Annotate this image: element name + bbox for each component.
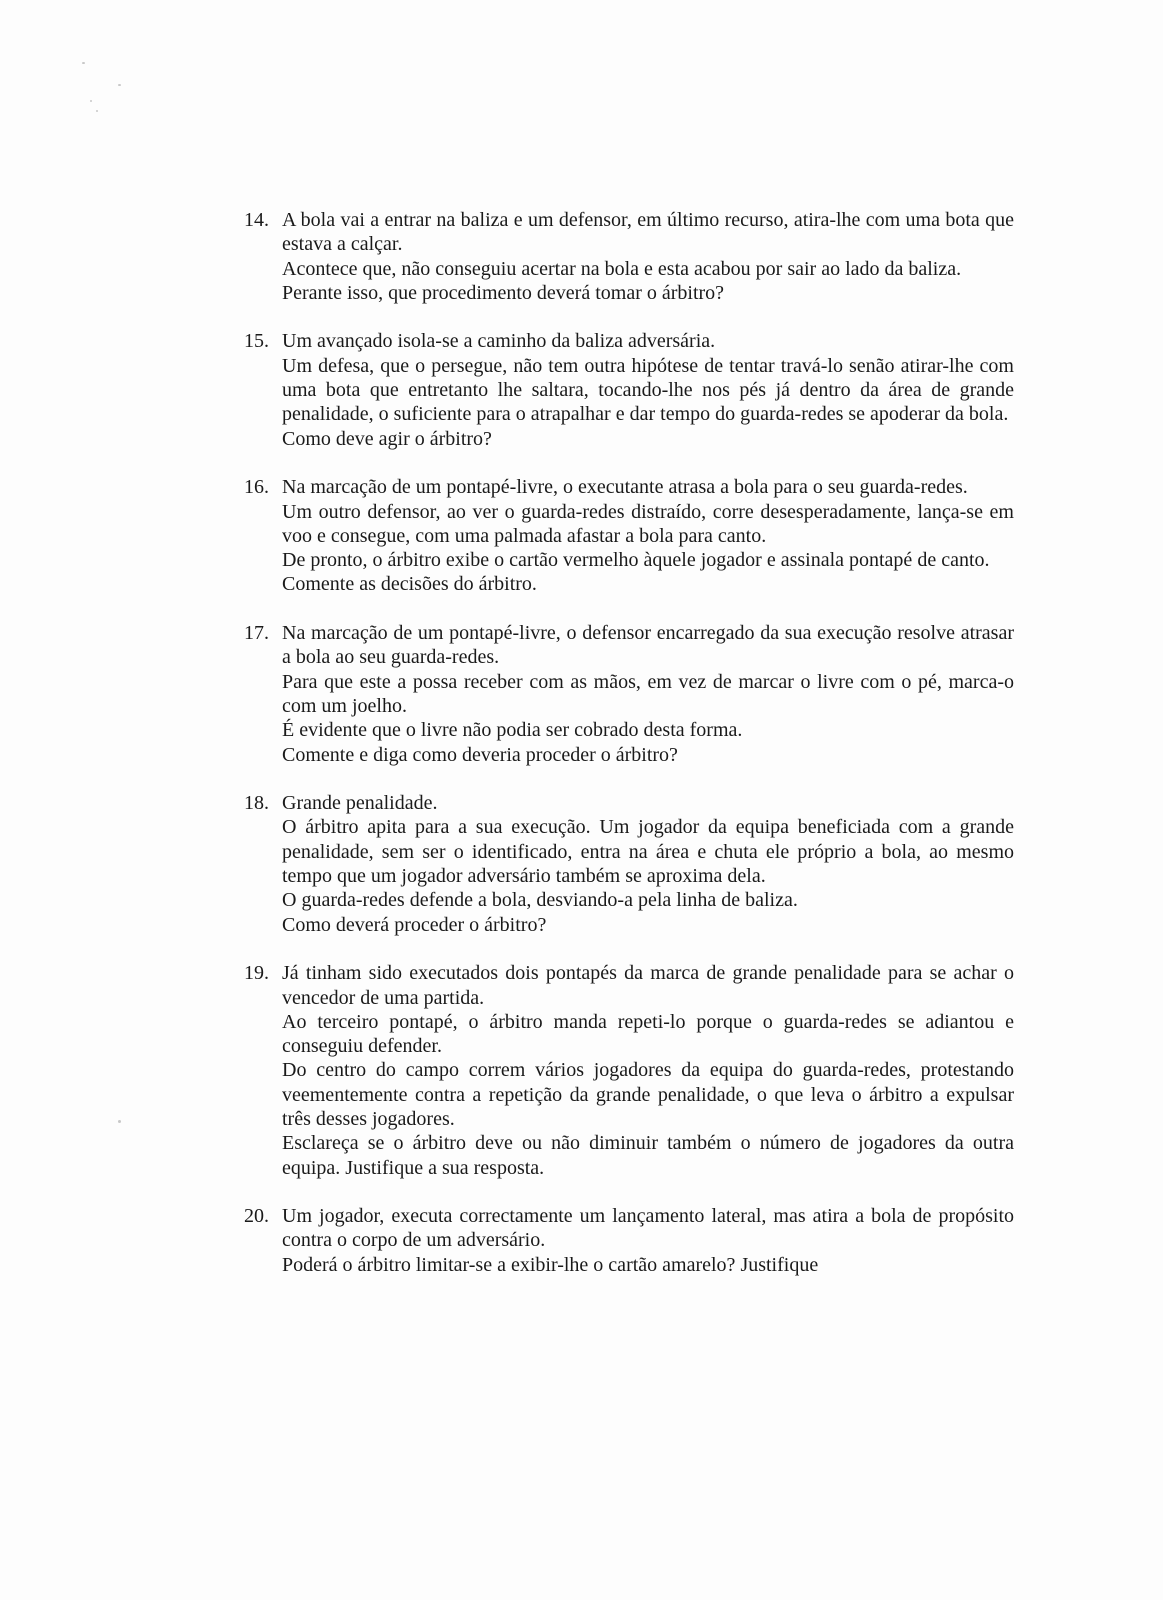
question-body <box>282 208 1014 305</box>
question-18 <box>244 791 1014 937</box>
question-paragraph: Acontece que, não conseguiu acertar na bola e esta acabou por sair ao lado da baliza. <box>282 257 962 280</box>
question-paragraph: Como deve agir o árbitro? <box>282 427 492 450</box>
question-paragraph: De pronto, o árbitro exibe o cartão vermelho àquele jogador e assinala pontapé de canto. <box>282 549 990 572</box>
question-paragraph: Esclareça se o árbitro deve ou não diminuir também o número de jogadores da outra equipa. Justifique a sua resposta. <box>282 1132 1014 1179</box>
question-paragraph: Um defesa, que o persegue, não tem outra hipótese de tentar travá-lo senão atirar-lhe com uma bota que entretanto lhe saltara, tocando-lhe nos pés já dentro da área de grande penalidade, o suficiente para o atrapalhar e dar tempo do guarda-redes se apoderar da bola. <box>282 354 1014 426</box>
question-paragraph: Comente as decisões do árbitro. <box>282 573 537 596</box>
question-body <box>282 475 1014 596</box>
question-list <box>244 208 1014 1301</box>
scan-speck <box>118 1120 121 1123</box>
question-body <box>282 329 1014 450</box>
question-paragraph: Comente e diga como deveria proceder o árbitro? <box>282 743 678 766</box>
question-paragraph: A bola vai a entrar na baliza e um defensor, em último recurso, atira-lhe com uma bota que estava a calçar. <box>282 209 1014 256</box>
question-17 <box>244 621 1014 767</box>
question-number: 17. <box>244 622 269 645</box>
question-number: 14. <box>244 209 269 231</box>
question-number: 18. <box>244 792 269 815</box>
scan-speck <box>96 110 98 112</box>
question-body <box>282 621 1014 767</box>
question-paragraph: Grande penalidade. <box>282 792 438 815</box>
question-paragraph: Um outro defensor, ao ver o guarda-redes distraído, corre desesperadamente, lança-se em voo e consegue, com uma palmada afastar a bola para canto. <box>282 500 1014 547</box>
question-paragraph: O guarda-redes defende a bola, desviando-a pela linha de baliza. <box>282 889 798 912</box>
question-number: 20. <box>244 1205 269 1228</box>
question-body <box>282 1204 1014 1277</box>
question-number: 19. <box>244 962 269 985</box>
scan-speck <box>82 62 85 64</box>
question-body <box>282 961 1014 1180</box>
question-body <box>282 791 1014 937</box>
question-paragraph: Poderá o árbitro limitar-se a exibir-lhe o cartão amarelo? Justifique <box>282 1253 819 1276</box>
question-paragraph: Ao terceiro pontapé, o árbitro manda repeti-lo porque o guarda-redes se adiantou e conseguiu defender. <box>282 1010 1014 1058</box>
question-paragraph: Um jogador, executa correctamente um lançamento lateral, mas atira a bola de propósito contra o corpo de um adversário. <box>282 1205 1014 1252</box>
question-19 <box>244 961 1014 1180</box>
question-paragraph: Como deverá proceder o árbitro? <box>282 913 547 936</box>
scan-speck <box>90 100 92 102</box>
question-number: 16. <box>244 476 269 499</box>
question-paragraph: O árbitro apita para a sua execução. Um jogador da equipa beneficiada com a grande penalidade, sem ser o identificado, entra na área e chuta ele próprio a bola, ao mesmo tempo que um jogador adversário também se aproxima dela. <box>282 816 1014 888</box>
question-paragraph: Perante isso, que procedimento deverá tomar o árbitro? <box>282 281 725 304</box>
question-20 <box>244 1204 1014 1277</box>
question-14 <box>244 208 1014 305</box>
question-paragraph: Na marcação de um pontapé-livre, o executante atrasa a bola para o seu guarda-redes. <box>282 476 968 499</box>
question-paragraph: Um avançado isola-se a caminho da baliza adversária. <box>282 330 716 353</box>
question-number: 15. <box>244 330 269 353</box>
question-paragraph: Do centro do campo correm vários jogadores da equipa do guarda-redes, protestando veementemente contra a repetição da grande penalidade, o que leva o árbitro a expulsar três desses jogadores. <box>282 1059 1014 1130</box>
question-16 <box>244 475 1014 596</box>
question-paragraph: Para que este a possa receber com as mãos, em vez de marcar o livre com o pé, marca-o com um joelho. <box>282 670 1014 717</box>
question-paragraph: Na marcação de um pontapé-livre, o defensor encarregado da sua execução resolve atrasar a bola ao seu guarda-redes. <box>282 622 1014 669</box>
scan-speck <box>118 84 121 86</box>
question-paragraph: Já tinham sido executados dois pontapés da marca de grande penalidade para se achar o vencedor de uma partida. <box>282 962 1014 1009</box>
question-paragraph: É evidente que o livre não podia ser cobrado desta forma. <box>282 719 743 742</box>
question-15 <box>244 329 1014 450</box>
